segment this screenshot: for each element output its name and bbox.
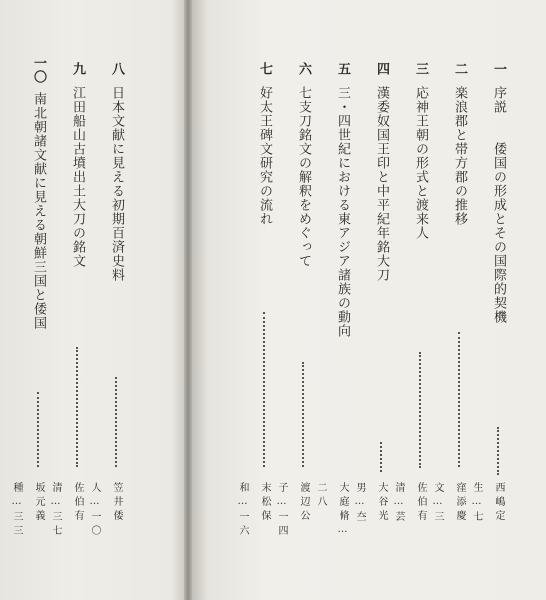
toc-entry-author: 末松保和…一六 [237,482,270,539]
toc-entry-number: 八 [109,62,124,76]
toc-entry-author: 笠井倭人…一〇 [89,482,122,539]
toc-entry-title: 楽浪郡と帯方郡の推移 [452,86,467,226]
toc-entry-number: 四 [374,62,389,76]
toc-entry-3 [393,62,431,542]
toc-entry-number: 一 [491,62,506,76]
toc-entry-9 [50,62,88,542]
toc-entry-number: 一〇 [31,56,46,84]
toc-entry-author: 大谷光男…夳 [354,482,387,525]
toc-entry-number: 七 [257,62,272,76]
toc-leader-dots [263,312,265,467]
toc-entry-author: 大庭脩…二八 [315,482,348,539]
toc-leader-dots [37,392,39,467]
toc-entry-7 [237,62,275,542]
toc-entry-title: 応神王朝の形式と渡来人 [413,86,428,240]
toc-entry-1 [471,62,509,542]
toc-leader-dots [115,377,117,467]
toc-entry-title: 三・四世紀における東アジア諸族の動向 [335,86,350,338]
toc-entry-title: 倭国の形成とその国際的契機 [491,142,506,324]
toc-entry-number: 五 [335,62,350,76]
toc-entry-author: 窪添慶文…三 [432,482,465,525]
toc-entry-title: 好太王碑文研究の流れ [257,86,272,226]
toc-entry-title: 江田船山古墳出土大刀の銘文 [70,86,85,268]
toc-entry-6 [276,62,314,542]
toc-entry-5 [315,62,353,542]
book-gutter [184,0,192,600]
toc-entry-title: 七支刀銘文の解釈をめぐって [296,86,311,268]
toc-entry-number: 九 [70,62,85,76]
toc-entry-number: 三 [413,62,428,76]
toc-entry-number: 二 [452,62,467,76]
toc-entry-author: 佐伯有清…芸 [393,482,426,525]
toc-leader-dots [419,352,421,468]
toc-entry-title: 日本文献に見える初期百済史料 [109,86,124,282]
toc-entry-2 [432,62,470,542]
toc-entry-10 [11,56,49,542]
toc-entry-number: 六 [296,62,311,76]
toc-leader-dots [458,332,460,467]
toc-leader-dots [497,427,499,475]
toc-entry-author: 坂元義種…三三 [11,482,44,539]
toc-entry-title: 漢委奴国王印と中平紀年銘大刀 [374,86,389,282]
toc-entry-8 [89,62,127,542]
toc-entry-author: 西嶋定生…七 [471,482,504,525]
toc-leader-dots [302,362,304,467]
toc-leader-dots [76,347,78,467]
toc-leader-dots [380,442,382,472]
toc-entry-author: 佐伯有清…三七 [50,482,83,539]
toc-entry-4 [354,62,392,542]
toc-entry-title: 南北朝諸文献に見える朝鮮三国と倭国 [31,92,46,330]
toc-entry-label: 序説 [491,86,506,114]
toc-entry-author: 渡辺公子…一四 [276,482,309,539]
